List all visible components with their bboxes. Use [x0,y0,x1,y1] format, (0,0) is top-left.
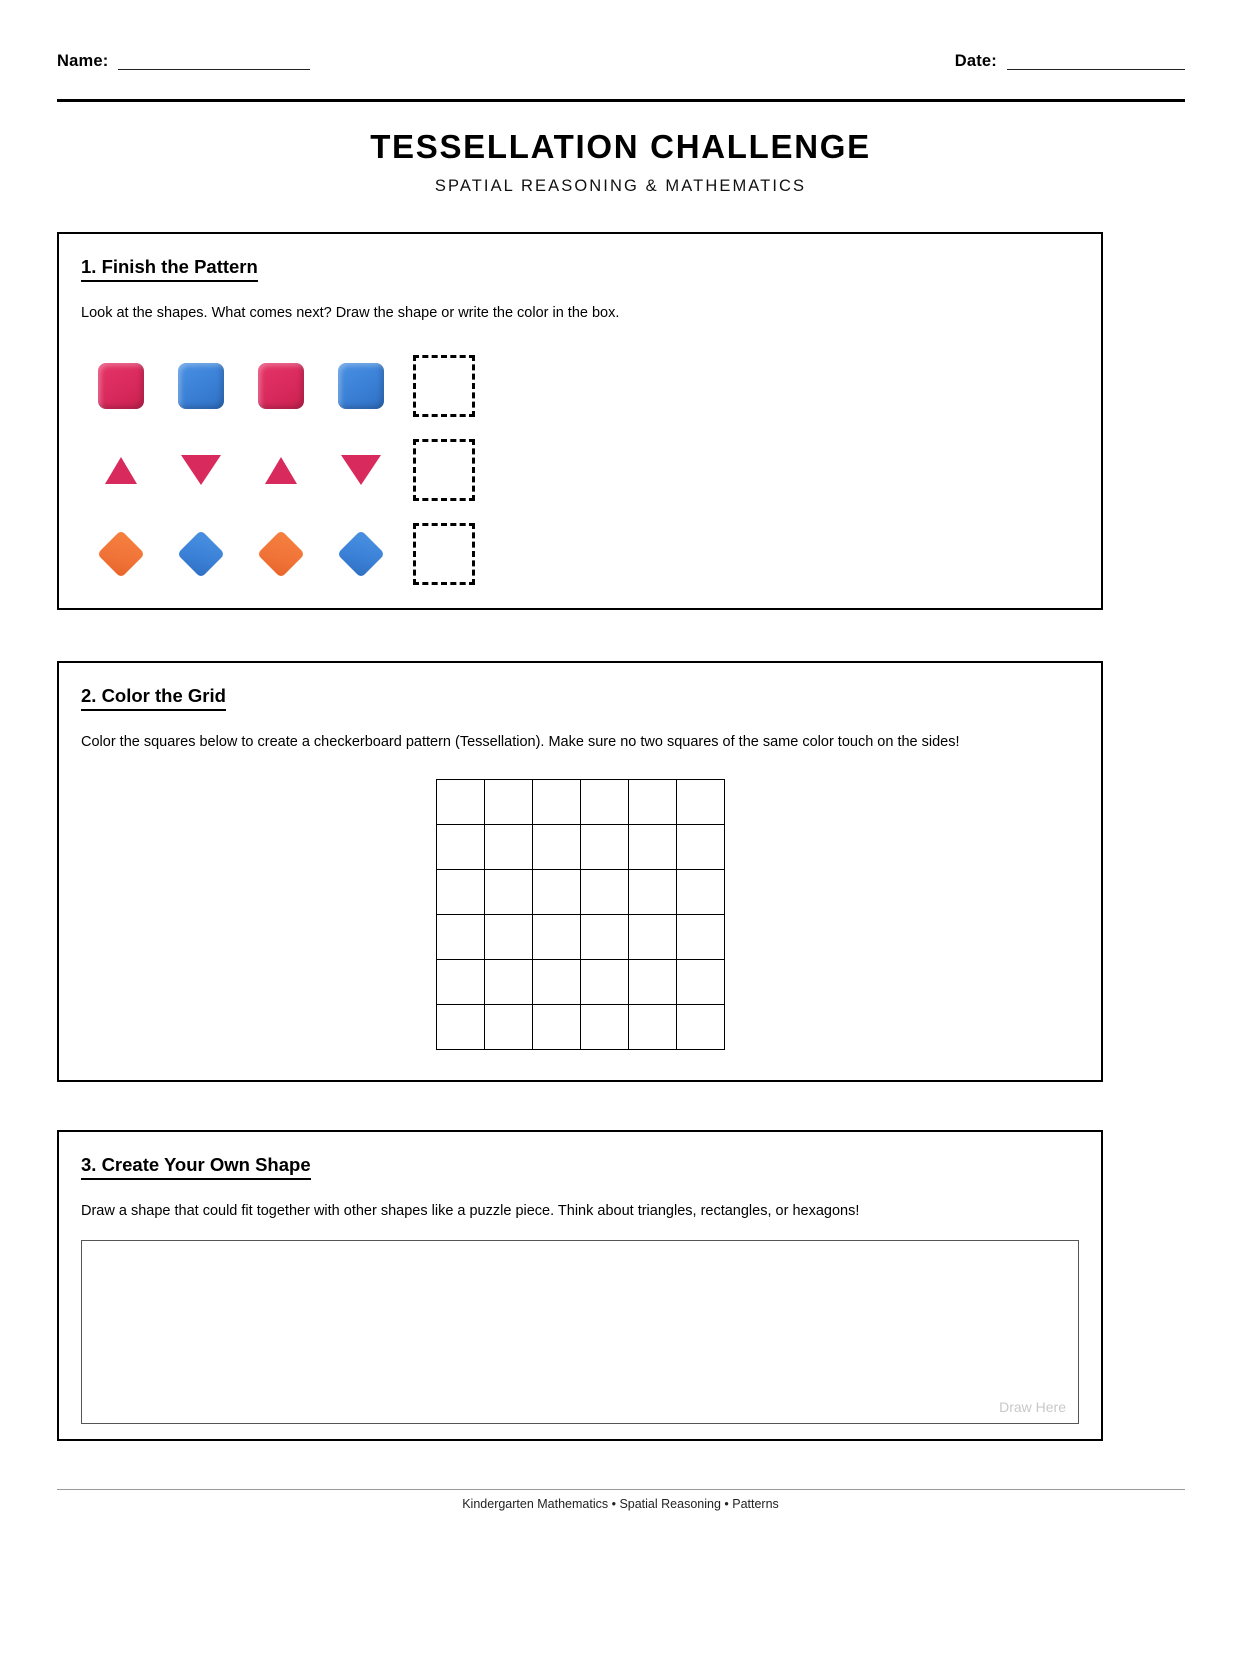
grid-cell[interactable] [533,780,581,825]
square-blue-icon [178,363,224,409]
pattern-row-triangles [81,428,1079,512]
grid-cell[interactable] [533,825,581,870]
grid-cell[interactable] [437,960,485,1005]
answer-box-triangles[interactable] [413,439,475,501]
grid-cell[interactable] [581,960,629,1005]
date-field-group [955,52,1185,70]
grid-cell[interactable] [485,1005,533,1050]
pattern-shape-cell [161,346,241,426]
grid-cell[interactable] [629,915,677,960]
pattern-list [81,344,1079,596]
pattern-shape-cell [81,430,161,510]
date-input[interactable] [1007,56,1185,70]
section-3-instruction: Draw a shape that could fit together with other shapes like a puzzle piece. Think about triangles, rectangles, or hexagons! [81,1203,860,1219]
footer-divider [57,1489,1185,1490]
name-date-row [57,52,1185,70]
section-finish-the-pattern [57,232,1103,610]
page-title: TESSELLATION CHALLENGE [370,128,871,165]
triangle-down-icon [181,455,221,485]
grid-cell[interactable] [437,870,485,915]
answer-box-squares[interactable] [413,355,475,417]
square-pink-icon [258,363,304,409]
grid-cell[interactable] [629,870,677,915]
footer-text: Kindergarten Mathematics • Spatial Reasoning • Patterns [462,1497,779,1511]
pattern-answer-slot [401,512,493,596]
grid-cell[interactable] [485,780,533,825]
grid-cell[interactable] [581,915,629,960]
grid-cell[interactable] [437,780,485,825]
grid-cell[interactable] [677,915,725,960]
name-input[interactable] [118,56,310,70]
header-divider [57,99,1185,102]
pattern-shape-cell [81,346,161,426]
grid-cell[interactable] [677,825,725,870]
grid-cell[interactable] [533,915,581,960]
pattern-shape-cell [321,346,401,426]
page-subtitle: SPATIAL REASONING & MATHEMATICS [434,177,807,195]
date-label: Date: [954,52,997,70]
grid-cell[interactable] [629,1005,677,1050]
grid-cell[interactable] [485,915,533,960]
section-color-the-grid [57,661,1103,1082]
pattern-shape-cell [241,346,321,426]
grid-cell[interactable] [581,825,629,870]
section-create-your-own-shape [57,1130,1103,1441]
section-2-inner [59,663,1101,1050]
drawing-canvas[interactable] [81,1240,1079,1424]
section-3-heading: 3. Create Your Own Shape [81,1154,311,1180]
grid-cell[interactable] [581,870,629,915]
triangle-up-icon [265,457,297,484]
grid-cell[interactable] [533,960,581,1005]
grid-wrapper [81,779,1079,1050]
grid-cell[interactable] [581,780,629,825]
pattern-shape-cell [161,430,241,510]
pattern-row-squares [81,344,1079,428]
grid-cell[interactable] [485,870,533,915]
grid-cell[interactable] [485,960,533,1005]
grid-cell[interactable] [677,780,725,825]
section-3-inner [59,1132,1101,1220]
pattern-shape-cell [321,430,401,510]
grid-cell[interactable] [533,870,581,915]
grid-cell[interactable] [677,960,725,1005]
triangle-down-icon [341,455,381,485]
section-1-instruction: Look at the shapes. What comes next? Draw the shape or write the color in the box. [81,305,620,321]
grid-cell[interactable] [533,1005,581,1050]
section-2-heading: 2. Color the Grid [81,685,226,711]
section-1-inner [59,234,1101,596]
pattern-shape-cell [81,514,161,594]
grid-cell[interactable] [437,825,485,870]
grid-cell[interactable] [485,825,533,870]
diamond-blue-icon [337,530,385,578]
grid-cell[interactable] [437,915,485,960]
square-pink-icon [98,363,144,409]
checkerboard-grid[interactable] [436,779,725,1050]
draw-here-label: Draw Here [999,1399,1066,1415]
grid-cell[interactable] [677,870,725,915]
pattern-row-diamonds [81,512,1079,596]
section-1-heading: 1. Finish the Pattern [81,256,258,282]
pattern-shape-cell [321,514,401,594]
pattern-shape-cell [161,514,241,594]
pattern-answer-slot [401,344,493,428]
grid-cell[interactable] [677,1005,725,1050]
section-2-instruction: Color the squares below to create a checkerboard pattern (Tessellation). Make sure no two squares of the same color touch on the sides! [81,734,960,750]
diamond-orange-icon [257,530,305,578]
grid-cell[interactable] [629,960,677,1005]
title-block [0,128,1241,196]
triangle-up-icon [105,457,137,484]
pattern-shape-cell [241,430,321,510]
diamond-blue-icon [177,530,225,578]
diamond-orange-icon [97,530,145,578]
name-label: Name: [57,52,109,70]
square-blue-icon [338,363,384,409]
name-field-group [57,52,310,70]
pattern-shape-cell [241,514,321,594]
grid-cell[interactable] [629,825,677,870]
pattern-answer-slot [401,428,493,512]
grid-cell[interactable] [437,1005,485,1050]
grid-cell[interactable] [581,1005,629,1050]
grid-cell[interactable] [629,780,677,825]
answer-box-diamonds[interactable] [413,523,475,585]
